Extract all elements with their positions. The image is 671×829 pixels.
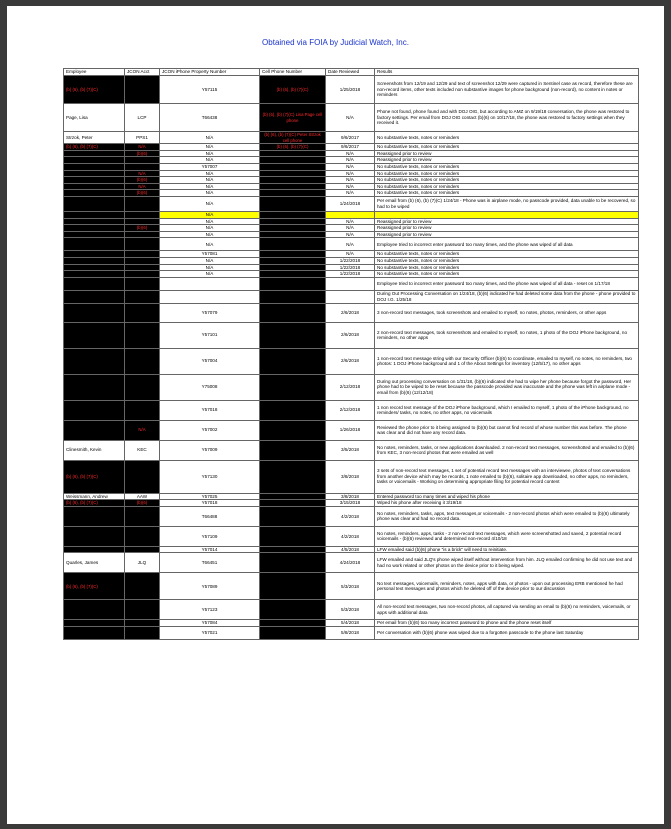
employee-cell bbox=[64, 348, 125, 374]
table-row bbox=[64, 348, 639, 374]
cell-phone-cell bbox=[260, 506, 326, 526]
results-cell: No notes, reminders, apps, tasks - 2 non-record text messages, which were screenshotted and saved, 2 potential record voicemails - (b)(6) reviewed and determined non-record 4/10/18 bbox=[375, 526, 639, 546]
employee-cell bbox=[64, 264, 125, 271]
table-row bbox=[64, 573, 639, 600]
cell-phone-cell bbox=[260, 225, 326, 232]
table-body bbox=[64, 76, 639, 640]
results-cell: Reassigned prior to review bbox=[375, 150, 639, 157]
property-number-cell bbox=[160, 277, 260, 290]
property-number-cell: T66438 bbox=[160, 104, 260, 132]
results-cell: LFW emailed said (b)(6) phone "is a brick" will need to reinitiate. bbox=[375, 546, 639, 553]
employee-cell bbox=[64, 322, 125, 348]
table-row bbox=[64, 620, 639, 627]
jcon-acct-cell bbox=[125, 271, 160, 278]
cell-phone-cell bbox=[260, 196, 326, 211]
results-cell: No notes, reminders, tasks, apps, text messages,or voicemails - 2 non-record photos which were emailed to (b)(6) ultimately phone was clear and had no record data. bbox=[375, 506, 639, 526]
jcon-acct-cell bbox=[125, 546, 160, 553]
date-reviewed-cell: N/A bbox=[326, 225, 375, 232]
cell-phone-cell bbox=[260, 157, 326, 164]
col-jcon-acct: JCON Acct bbox=[125, 69, 160, 76]
date-reviewed-cell: 1/22/2018 bbox=[326, 264, 375, 271]
results-cell: Per email from (b) (6), (b) (7)(C) 1/24/18 - Phone was in airplane mode, no passcode provided, data unable to be recovered, so had to be wiped bbox=[375, 196, 639, 211]
table-row bbox=[64, 177, 639, 184]
property-number-cell: N/A bbox=[160, 271, 260, 278]
date-reviewed-cell: 2/6/2018 bbox=[326, 322, 375, 348]
date-reviewed-cell: 9/6/2017 bbox=[326, 144, 375, 151]
results-cell: No substantive texts, notes or reminders bbox=[375, 257, 639, 264]
cell-phone-cell bbox=[260, 231, 326, 238]
employee-cell: Page, Lisa bbox=[64, 104, 125, 132]
employee-cell bbox=[64, 290, 125, 303]
employee-cell bbox=[64, 620, 125, 627]
table-row bbox=[64, 183, 639, 190]
cell-phone-cell bbox=[260, 553, 326, 573]
cell-phone-cell bbox=[260, 163, 326, 170]
jcon-acct-cell: JLQ bbox=[125, 553, 160, 573]
cell-phone-cell bbox=[260, 303, 326, 322]
property-number-cell: T66451 bbox=[160, 553, 260, 573]
table-row bbox=[64, 190, 639, 197]
jcon-acct-cell bbox=[125, 231, 160, 238]
results-cell: Reviewed the phone prior to it being assigned to (b)(6) but cannot find record of whose number this was before. The phone was clear and did not have any record data. bbox=[375, 420, 639, 440]
cell-phone-cell bbox=[260, 546, 326, 553]
employee-cell bbox=[64, 157, 125, 164]
jcon-acct-cell: (b)(6) bbox=[125, 150, 160, 157]
date-reviewed-cell: N/A bbox=[326, 157, 375, 164]
property-number-cell: T66488 bbox=[160, 506, 260, 526]
cell-phone-cell bbox=[260, 211, 326, 218]
results-cell: During out processing conversation on 1/31/18, (b)(6) indicated she had to wipe her phone because forgot the password, Her phone had to be wiped to be reset because the passcode provided was inaccurate and the phone was left in airplane mode - email from (b)(6) (12/12/18) bbox=[375, 374, 639, 400]
table-row bbox=[64, 546, 639, 553]
date-reviewed-cell: N/A bbox=[326, 231, 375, 238]
property-number-cell: Y57101 bbox=[160, 322, 260, 348]
jcon-acct-cell bbox=[125, 600, 160, 620]
property-number-cell: N/A bbox=[160, 225, 260, 232]
property-number-cell: Y57021 bbox=[160, 627, 260, 640]
employee-cell bbox=[64, 231, 125, 238]
date-reviewed-cell: 2/6/2018 bbox=[326, 348, 375, 374]
date-reviewed-cell: 5/3/2018 bbox=[326, 600, 375, 620]
jcon-acct-cell: LCP bbox=[125, 104, 160, 132]
jcon-acct-cell bbox=[125, 627, 160, 640]
property-number-cell: N/A bbox=[160, 196, 260, 211]
date-reviewed-cell: N/A bbox=[326, 190, 375, 197]
cell-phone-cell: (b) (6), (b) (7)(C) Peter Strzok cell phone bbox=[260, 132, 326, 144]
jcon-acct-cell: N/A bbox=[125, 183, 160, 190]
cell-phone-cell bbox=[260, 573, 326, 600]
cell-phone-cell: (b) (6), (b) (7)(C) bbox=[260, 76, 326, 104]
date-reviewed-cell: N/A bbox=[326, 104, 375, 132]
employee-cell bbox=[64, 170, 125, 177]
employee-cell bbox=[64, 190, 125, 197]
table-row bbox=[64, 132, 639, 144]
results-cell: Reassigned prior to review bbox=[375, 157, 639, 164]
table-row bbox=[64, 440, 639, 460]
employee-cell bbox=[64, 627, 125, 640]
date-reviewed-cell: 4/2/2018 bbox=[326, 526, 375, 546]
table-row bbox=[64, 211, 639, 218]
cell-phone-cell bbox=[260, 322, 326, 348]
jcon-acct-cell: (b)(6) bbox=[125, 225, 160, 232]
table-row bbox=[64, 231, 639, 238]
property-number-cell: Y57007 bbox=[160, 163, 260, 170]
results-cell: LFW emailed and said JLQ's phone wiped itself without intervention from him. JLQ emailed confirming he did not use text and had no work related or other photos on the device prior to it being wiped. bbox=[375, 553, 639, 573]
employee-cell: (b) (6), (b) (7)(C) bbox=[64, 573, 125, 600]
cell-phone-cell bbox=[260, 627, 326, 640]
date-reviewed-cell: 5/4/2018 bbox=[326, 620, 375, 627]
property-number-cell: N/A bbox=[160, 218, 260, 225]
jcon-acct-cell bbox=[125, 290, 160, 303]
table-row bbox=[64, 277, 639, 290]
jcon-acct-cell bbox=[125, 157, 160, 164]
results-cell: 3 sets of non-record text messages, 1 set of potential record text messages with an interviewee, photos of text conversations from another device which may be records, 1 note emailed to (b)(6), solitaire app downloaded, no other apps, no reminders, tasks or voicemails - Working on determining appropriate filing for potential record content bbox=[375, 460, 639, 493]
cell-phone-cell bbox=[260, 177, 326, 184]
date-reviewed-cell: 1/25/2018 bbox=[326, 76, 375, 104]
results-cell: No substantive texts, notes or reminders bbox=[375, 170, 639, 177]
results-cell: Employee tried to incorrect enter password too many times, and the phone was wiped of all data bbox=[375, 238, 639, 251]
date-reviewed-cell: 1/24/2018 bbox=[326, 196, 375, 211]
date-reviewed-cell: 1/22/2018 bbox=[326, 257, 375, 264]
cell-phone-cell bbox=[260, 420, 326, 440]
results-cell: Per conversation with (b)(6) phone was wiped due to a forgotten passcode to the phone last Saturday bbox=[375, 627, 639, 640]
table-row bbox=[64, 506, 639, 526]
table-row bbox=[64, 144, 639, 151]
date-reviewed-cell: N/A bbox=[326, 163, 375, 170]
table-row bbox=[64, 526, 639, 546]
table-row bbox=[64, 460, 639, 493]
table-row bbox=[64, 163, 639, 170]
employee-cell bbox=[64, 277, 125, 290]
jcon-acct-cell bbox=[125, 264, 160, 271]
employee-cell bbox=[64, 238, 125, 251]
property-number-cell: Y57089 bbox=[160, 573, 260, 600]
jcon-acct-cell bbox=[125, 573, 160, 600]
cell-phone-cell bbox=[260, 374, 326, 400]
property-number-cell: Y57115 bbox=[160, 76, 260, 104]
table-row bbox=[64, 218, 639, 225]
cell-phone-cell bbox=[260, 526, 326, 546]
employee-cell bbox=[64, 211, 125, 218]
cell-phone-cell bbox=[260, 150, 326, 157]
property-number-cell: N/A bbox=[160, 211, 260, 218]
jcon-acct-cell bbox=[125, 76, 160, 104]
date-reviewed-cell: N/A bbox=[326, 170, 375, 177]
cell-phone-cell bbox=[260, 440, 326, 460]
date-reviewed-cell: 2/6/2018 bbox=[326, 303, 375, 322]
col-employee: Employee bbox=[64, 69, 125, 76]
property-number-cell bbox=[160, 290, 260, 303]
table-row bbox=[64, 627, 639, 640]
cell-phone-cell bbox=[260, 460, 326, 493]
property-number-cell: N/A bbox=[160, 132, 260, 144]
property-number-cell: N/A bbox=[160, 257, 260, 264]
results-cell: Phone not found, phone found and with DOJ OIG, but according to AMZ on 9/19/18 conversation, the phone was restored to factory settings. Per email from DOJ OIG contact (b)(6) on 10/17/18, the phone was restored to factory settings when they received it. bbox=[375, 104, 639, 132]
employee-cell: Clinesmith, Kevin bbox=[64, 440, 125, 460]
table-header-row bbox=[64, 69, 639, 76]
employee-cell: (b) (6), (b) (7)(C) bbox=[64, 144, 125, 151]
table-row bbox=[64, 290, 639, 303]
property-number-cell: N/A bbox=[160, 183, 260, 190]
cell-phone-cell bbox=[260, 348, 326, 374]
results-cell: No substantive texts, notes or reminders bbox=[375, 177, 639, 184]
date-reviewed-cell: 5/3/2018 bbox=[326, 573, 375, 600]
date-reviewed-cell: N/A bbox=[326, 238, 375, 251]
date-reviewed-cell bbox=[326, 277, 375, 290]
jcon-acct-cell bbox=[125, 374, 160, 400]
results-cell: No substantive texts, notes or reminders bbox=[375, 251, 639, 258]
employee-cell: (b) (6), (b) (7)(C) bbox=[64, 76, 125, 104]
table-row bbox=[64, 170, 639, 177]
cell-phone-cell: (b) (6), (b) (7)(C) Lisa Page cell phone bbox=[260, 104, 326, 132]
table-row bbox=[64, 104, 639, 132]
results-cell: No substantive texts, notes or reminders bbox=[375, 271, 639, 278]
jcon-acct-cell bbox=[125, 196, 160, 211]
date-reviewed-cell: 2/12/2018 bbox=[326, 400, 375, 420]
results-cell: 2 non-record text messages, took screenshots and emailed to myself, no notes, 1 photo of the DOJ iPhone background, no reminders, no other apps bbox=[375, 322, 639, 348]
jcon-acct-cell bbox=[125, 257, 160, 264]
date-reviewed-cell: 4/5/2018 bbox=[326, 546, 375, 553]
property-number-cell: N/A bbox=[160, 264, 260, 271]
date-reviewed-cell bbox=[326, 290, 375, 303]
jcon-acct-cell bbox=[125, 506, 160, 526]
jcon-acct-cell bbox=[125, 211, 160, 218]
property-number-cell: Y57081 bbox=[160, 251, 260, 258]
date-reviewed-cell: 9/6/2017 bbox=[326, 132, 375, 144]
cell-phone-cell bbox=[260, 264, 326, 271]
property-number-cell: Y57025 bbox=[160, 493, 260, 500]
table-row bbox=[64, 264, 639, 271]
results-cell: Per email from (b)(6) too many incorrect password to phone and the phone reset itself bbox=[375, 620, 639, 627]
property-number-cell: Y57018 bbox=[160, 500, 260, 507]
property-number-cell: N/A bbox=[160, 177, 260, 184]
date-reviewed-cell: N/A bbox=[326, 218, 375, 225]
table-row bbox=[64, 553, 639, 573]
property-number-cell: N/A bbox=[160, 190, 260, 197]
employee-cell bbox=[64, 196, 125, 211]
date-reviewed-cell: 1/22/2018 bbox=[326, 271, 375, 278]
employee-cell bbox=[64, 183, 125, 190]
results-cell: During Out Processing Conversation on 1/24/18, (b)(6) indicated he had deleted some data from the phone - phone provided to DOJ I.G. 1/25/18 bbox=[375, 290, 639, 303]
results-cell: 1 non-record text message string with our Security Officer (b)(6) to coordinate, emailed to myself, no notes, no reminders, two photos: 1 DOJ iPhone background and 1 of the About Settings for inventory (12/5/17), no other apps bbox=[375, 348, 639, 374]
table-row bbox=[64, 225, 639, 232]
results-cell: Screenshots from 12/19 and 12/29 and text of screenshot 12/29 were captured in Sentinel case as record, therefore these are non-record items, other texts included non substantive images for phone background (non-record), no content in notes or reminders bbox=[375, 76, 639, 104]
jcon-acct-cell: KEC bbox=[125, 440, 160, 460]
employee-cell bbox=[64, 400, 125, 420]
jcon-acct-cell: N/A bbox=[125, 170, 160, 177]
jcon-acct-cell: N/A bbox=[125, 144, 160, 151]
table-row bbox=[64, 257, 639, 264]
col-results: Results bbox=[375, 69, 639, 76]
property-number-cell: Y57004 bbox=[160, 348, 260, 374]
employee-cell bbox=[64, 600, 125, 620]
col-cell-phone: Cell Phone Number bbox=[260, 69, 326, 76]
phone-review-table bbox=[63, 68, 639, 640]
jcon-acct-cell bbox=[125, 322, 160, 348]
employee-cell: Strzok, Peter bbox=[64, 132, 125, 144]
results-cell: Entered password too many times and wiped his phone bbox=[375, 493, 639, 500]
results-cell: 3 non-record text messages, took screenshots and emailed to myself, no notes, photos, reminders, or other apps bbox=[375, 303, 639, 322]
table-row bbox=[64, 150, 639, 157]
results-cell: No substantive texts, notes or reminders bbox=[375, 183, 639, 190]
jcon-acct-cell: AAW bbox=[125, 493, 160, 500]
table-row bbox=[64, 400, 639, 420]
results-cell: No substantive texts, notes or reminders bbox=[375, 144, 639, 151]
cell-phone-cell bbox=[260, 277, 326, 290]
employee-cell bbox=[64, 150, 125, 157]
date-reviewed-cell: N/A bbox=[326, 251, 375, 258]
employee-cell: Quarles, James bbox=[64, 553, 125, 573]
table-row bbox=[64, 493, 639, 500]
table-row bbox=[64, 420, 639, 440]
results-cell: Reassigned prior to review bbox=[375, 225, 639, 232]
col-date-reviewed: Date Reviewed bbox=[326, 69, 375, 76]
results-cell: All non-record text messages, two non-record photos, all captured via sending an email to (b)(6) no reminders, voicemails, or apps with additional data bbox=[375, 600, 639, 620]
date-reviewed-cell: 3/5/2018 bbox=[326, 440, 375, 460]
jcon-acct-cell: PPS1 bbox=[125, 132, 160, 144]
property-number-cell: Y57079 bbox=[160, 303, 260, 322]
results-cell: No substantive texts, notes or reminders bbox=[375, 132, 639, 144]
cell-phone-cell bbox=[260, 600, 326, 620]
results-cell: No substantive texts, notes or reminders bbox=[375, 163, 639, 170]
property-number-cell: Y57123 bbox=[160, 600, 260, 620]
property-number-cell: N/A bbox=[160, 144, 260, 151]
date-reviewed-cell bbox=[326, 211, 375, 218]
jcon-acct-cell bbox=[125, 620, 160, 627]
jcon-acct-cell bbox=[125, 238, 160, 251]
jcon-acct-cell: N/A bbox=[125, 420, 160, 440]
employee-cell bbox=[64, 251, 125, 258]
table-row bbox=[64, 76, 639, 104]
cell-phone-cell: (b) (6), (b) (7)(C) bbox=[260, 144, 326, 151]
employee-cell bbox=[64, 526, 125, 546]
cell-phone-cell bbox=[260, 218, 326, 225]
employee-cell: (b) (6), (b) (7)(C) bbox=[64, 460, 125, 493]
cell-phone-cell bbox=[260, 620, 326, 627]
property-number-cell: Y57084 bbox=[160, 620, 260, 627]
employee-cell bbox=[64, 163, 125, 170]
table-row bbox=[64, 271, 639, 278]
date-reviewed-cell: 3/8/2018 bbox=[326, 460, 375, 493]
results-cell: Reassigned prior to review bbox=[375, 218, 639, 225]
jcon-acct-cell: (b)(6) bbox=[125, 190, 160, 197]
property-number-cell: N/A bbox=[160, 157, 260, 164]
jcon-acct-cell bbox=[125, 303, 160, 322]
cell-phone-cell bbox=[260, 400, 326, 420]
cell-phone-cell bbox=[260, 271, 326, 278]
table-row bbox=[64, 251, 639, 258]
employee-cell bbox=[64, 374, 125, 400]
employee-cell bbox=[64, 225, 125, 232]
cell-phone-cell bbox=[260, 257, 326, 264]
jcon-acct-cell bbox=[125, 277, 160, 290]
table-row bbox=[64, 322, 639, 348]
property-number-cell: N/A bbox=[160, 150, 260, 157]
jcon-acct-cell bbox=[125, 218, 160, 225]
property-number-cell: Y57130 bbox=[160, 460, 260, 493]
cell-phone-cell bbox=[260, 183, 326, 190]
foia-header: Obtained via FOIA by Judicial Watch, Inc. bbox=[262, 38, 409, 47]
employee-cell bbox=[64, 271, 125, 278]
employee-cell bbox=[64, 303, 125, 322]
property-number-cell: N/A bbox=[160, 231, 260, 238]
cell-phone-cell bbox=[260, 493, 326, 500]
cell-phone-cell bbox=[260, 238, 326, 251]
jcon-acct-cell bbox=[125, 251, 160, 258]
cell-phone-cell bbox=[260, 170, 326, 177]
property-number-cell: Y57009 bbox=[160, 440, 260, 460]
results-cell: 1 non record text message of the DOJ iPhone background, which I emailed to myself, 1 photo of the iPhone background, no reminders/ tasks, no notes, no other apps, no voicemails bbox=[375, 400, 639, 420]
date-reviewed-cell: 4/2/2018 bbox=[326, 506, 375, 526]
results-cell: No substantive texts, notes or reminders bbox=[375, 190, 639, 197]
property-number-cell: Y57014 bbox=[160, 546, 260, 553]
employee-cell bbox=[64, 420, 125, 440]
property-number-cell: Y57002 bbox=[160, 420, 260, 440]
cell-phone-cell bbox=[260, 251, 326, 258]
table-row bbox=[64, 238, 639, 251]
employee-cell bbox=[64, 546, 125, 553]
jcon-acct-cell bbox=[125, 400, 160, 420]
property-number-cell: N/A bbox=[160, 238, 260, 251]
results-cell: No notes, reminders, tasks, or new applications downloaded. 2 non-record text messages, screenshotted and emailed to (b)(6) from KEC, 3 non-record photos that were emailed as well bbox=[375, 440, 639, 460]
results-cell: Employee tried to incorrect enter password too many times, and the phone was wiped of all data - reset on 1/17/18 bbox=[375, 277, 639, 290]
results-cell: No text messages, voicemails, reminders, notes, apps with data, or photos - upon out processing ERB mentioned he had personal text messages and photos which he deleted off of the device prior to our discussion bbox=[375, 573, 639, 600]
employee-cell: (b) (6), (b) (7)(C) bbox=[64, 500, 125, 507]
date-reviewed-cell: 3/15/2018 bbox=[326, 500, 375, 507]
property-number-cell: Y57018 bbox=[160, 400, 260, 420]
date-reviewed-cell: 5/8/2018 bbox=[326, 627, 375, 640]
date-reviewed-cell: N/A bbox=[326, 183, 375, 190]
employee-cell: Weissmann, Andrew bbox=[64, 493, 125, 500]
date-reviewed-cell: 3/8/2018 bbox=[326, 493, 375, 500]
property-number-cell: Y57109 bbox=[160, 526, 260, 546]
jcon-acct-cell: (b)(6) bbox=[125, 500, 160, 507]
table-row bbox=[64, 157, 639, 164]
table-row bbox=[64, 600, 639, 620]
date-reviewed-cell: 2/12/2018 bbox=[326, 374, 375, 400]
cell-phone-cell bbox=[260, 290, 326, 303]
cell-phone-cell bbox=[260, 500, 326, 507]
employee-cell bbox=[64, 506, 125, 526]
results-cell: Reassigned prior to review bbox=[375, 231, 639, 238]
results-cell: Wiped his phone after receiving it 3/19/18 bbox=[375, 500, 639, 507]
date-reviewed-cell: 1/26/2018 bbox=[326, 420, 375, 440]
employee-cell bbox=[64, 177, 125, 184]
table-row bbox=[64, 303, 639, 322]
table-row bbox=[64, 374, 639, 400]
results-cell: No substantive texts, notes or reminders bbox=[375, 264, 639, 271]
jcon-acct-cell bbox=[125, 348, 160, 374]
date-reviewed-cell: N/A bbox=[326, 150, 375, 157]
results-cell bbox=[375, 211, 639, 218]
document-page bbox=[7, 6, 664, 824]
jcon-acct-cell bbox=[125, 163, 160, 170]
jcon-acct-cell: (b)(6) bbox=[125, 177, 160, 184]
jcon-acct-cell bbox=[125, 526, 160, 546]
date-reviewed-cell: 4/24/2018 bbox=[326, 553, 375, 573]
jcon-acct-cell bbox=[125, 460, 160, 493]
cell-phone-cell bbox=[260, 190, 326, 197]
col-property-number: JCON iPhone Property Number bbox=[160, 69, 260, 76]
date-reviewed-cell: N/A bbox=[326, 177, 375, 184]
employee-cell bbox=[64, 218, 125, 225]
employee-cell bbox=[64, 257, 125, 264]
table-row bbox=[64, 500, 639, 507]
property-number-cell: N/A bbox=[160, 170, 260, 177]
table-row bbox=[64, 196, 639, 211]
property-number-cell: Y75008 bbox=[160, 374, 260, 400]
